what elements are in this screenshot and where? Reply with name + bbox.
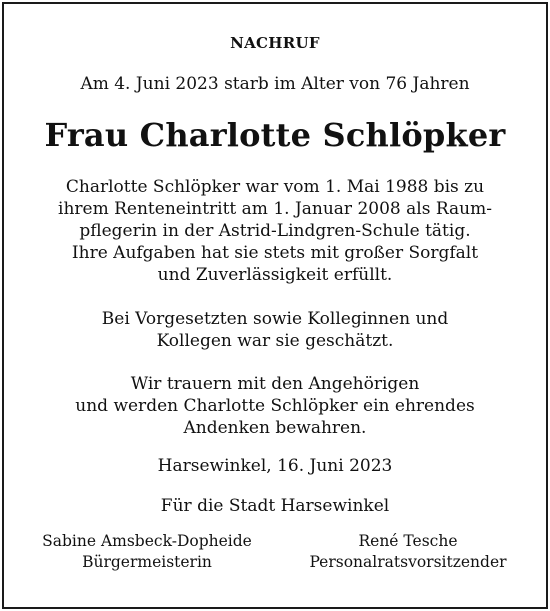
deceased-name: Frau Charlotte Schlöpker — [44, 116, 506, 154]
tribute-paragraph-1 — [0, 176, 550, 286]
text-line: Bei Vorgesetzten sowie Kolleginnen und — [101, 309, 449, 329]
text-line: ihrem Renteneintritt am 1. Januar 2008 als Raum- — [58, 199, 492, 219]
signatory-role: Personalratsvorsitzender — [309, 553, 507, 571]
signatory-mayor — [22, 531, 272, 573]
text-line: und Zuverlässigkeit erfüllt. — [157, 265, 393, 285]
text-line: und werden Charlotte Schlöpker ein ehrendes — [75, 396, 475, 416]
signatory-role: Bürgermeisterin — [82, 553, 212, 571]
tribute-paragraph-2 — [0, 308, 550, 352]
text-line: pflegerin in der Astrid-Lindgren-Schule tätig. — [79, 221, 471, 241]
signatory-name: René Tesche — [358, 532, 458, 550]
text-line: Charlotte Schlöpker war vom 1. Mai 1988 bis zu — [65, 177, 485, 197]
signatory-staff-council — [288, 531, 528, 573]
notice-heading: NACHRUF — [230, 34, 320, 52]
text-line: Ihre Aufgaben hat sie stets mit großer Sorgfalt — [71, 243, 479, 263]
text-line: Andenken bewahren. — [183, 418, 367, 438]
issuing-organization: Für die Stadt Harsewinkel — [160, 496, 390, 516]
text-line: Kollegen war sie geschätzt. — [156, 331, 394, 351]
death-announcement-line: Am 4. Juni 2023 starb im Alter von 76 Jahren — [80, 74, 470, 94]
signatory-name: Sabine Amsbeck-Dopheide — [42, 532, 252, 550]
place-and-date: Harsewinkel, 16. Juni 2023 — [157, 456, 393, 476]
tribute-paragraph-3 — [0, 373, 550, 439]
text-line: Wir trauern mit den Angehörigen — [130, 374, 420, 394]
